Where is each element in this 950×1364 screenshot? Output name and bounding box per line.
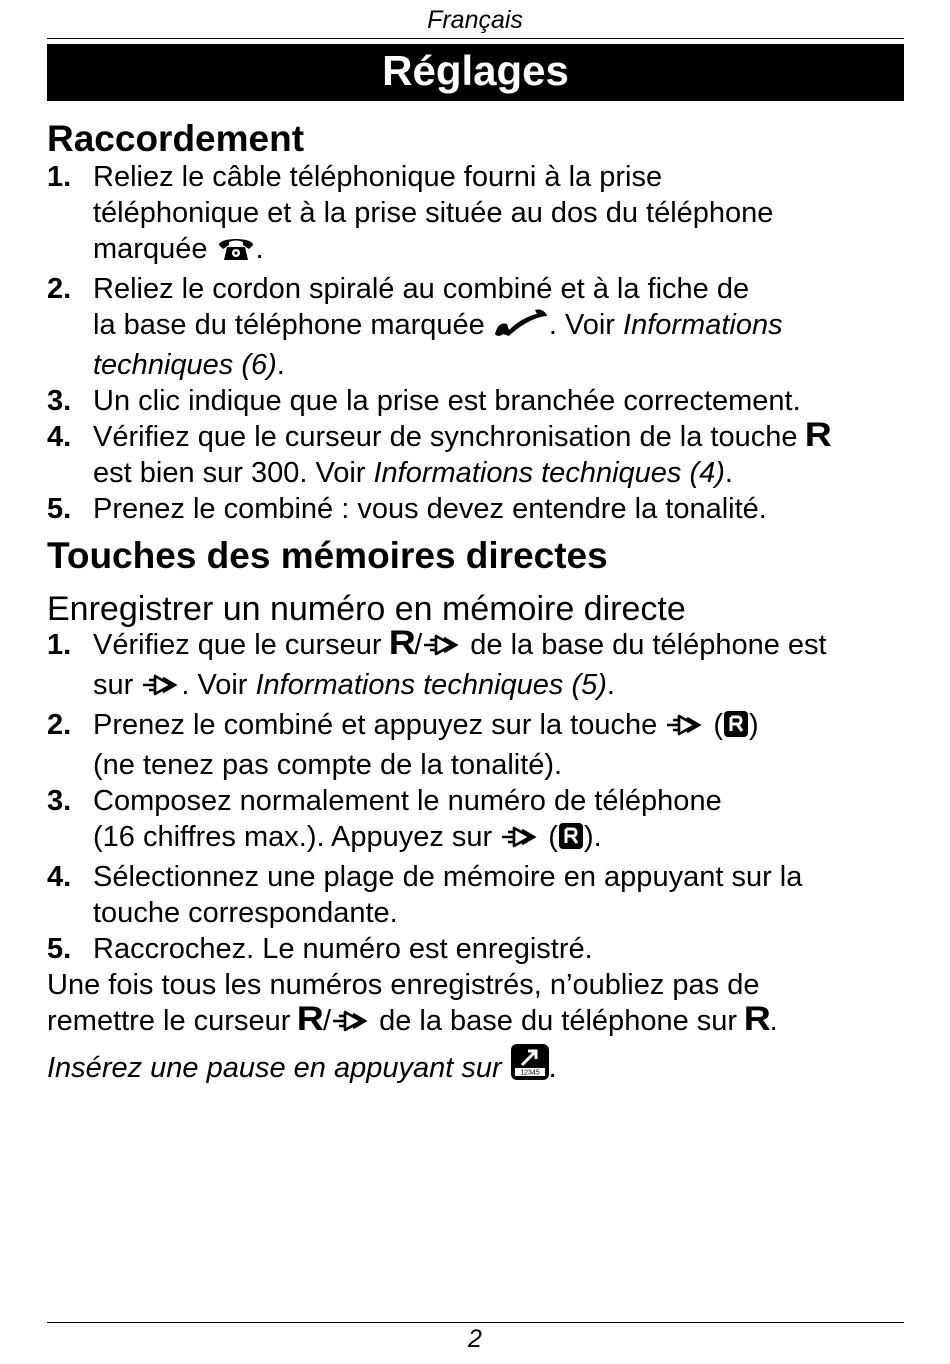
memory-store-arrow-icon xyxy=(331,1007,371,1043)
list-item: 2. Reliez le cordon spiralé au combiné et à la fiche de la base du téléphone marquée . Voir Informations techniques (6). xyxy=(47,273,783,381)
memory-store-arrow-icon xyxy=(141,671,181,707)
list-item: 1. Vérifiez que le curseur R/ de la base du téléphone est sur . Voir Informations techniques (5). xyxy=(47,627,907,707)
list-item: 4. Vérifiez que le curseur de synchronisation de la touche R est bien sur 300. Voir Informations techniques (4). xyxy=(47,416,832,489)
section-heading-raccordement: Raccordement xyxy=(47,118,305,159)
section-heading-memoires: Touches des mémoires directes xyxy=(47,535,608,576)
language-label: Français xyxy=(427,6,523,34)
phone-line-icon xyxy=(216,234,256,271)
memoire-steps xyxy=(47,624,907,967)
memory-store-arrow-icon xyxy=(665,711,705,747)
bottom-divider xyxy=(47,1322,904,1323)
page-number: 2 xyxy=(468,1325,482,1353)
list-item: 1. Reliez le câble téléphonique fourni à la prise téléphonique et à la prise située au dos du téléphone marquée . xyxy=(47,159,907,271)
list-item: 4. Sélectionnez une plage de mémoire en appuyant sur la touche correspondante. xyxy=(47,861,803,929)
handset-icon xyxy=(493,308,549,347)
page-title: Réglages xyxy=(47,44,904,101)
list-item: 3. Composez normalement le numéro de téléphone (16 chiffres max.). Appuyez sur ( ). xyxy=(47,783,907,859)
raccordement-steps xyxy=(47,159,907,527)
r-key-icon: R xyxy=(388,624,416,662)
r-key-icon: R xyxy=(743,1000,771,1038)
top-divider xyxy=(47,38,904,39)
list-item: 5. Raccrochez. Le numéro est enregistré. xyxy=(47,933,593,965)
subheading-enregistrer: Enregistrer un numéro en mémoire directe xyxy=(47,590,686,628)
r-key-boxed-icon xyxy=(558,822,584,859)
list-item: 3. Un clic indique que la prise est branchée correctement. xyxy=(47,385,801,417)
note-paragraph: Une fois tous les numéros enregistrés, n’oubliez pas de remettre le curseur R/ de la base du téléphone sur R. Insérez une pause en appuyant sur 12345 . xyxy=(47,967,907,1090)
svg-text:12345: 12345 xyxy=(519,1069,540,1077)
r-key-icon: R xyxy=(804,416,832,454)
r-key-icon: R xyxy=(297,1000,325,1038)
r-key-boxed-icon xyxy=(723,710,749,747)
memory-store-arrow-icon xyxy=(422,631,462,667)
pause-key-icon xyxy=(510,1043,550,1090)
list-item: 5. Prenez le combiné : vous devez entendre la tonalité. xyxy=(47,493,767,525)
list-item: 2. Prenez le combiné et appuyez sur la touche ( ) (ne tenez pas compte de la tonalité). xyxy=(47,709,759,781)
memory-store-arrow-icon xyxy=(500,823,540,859)
